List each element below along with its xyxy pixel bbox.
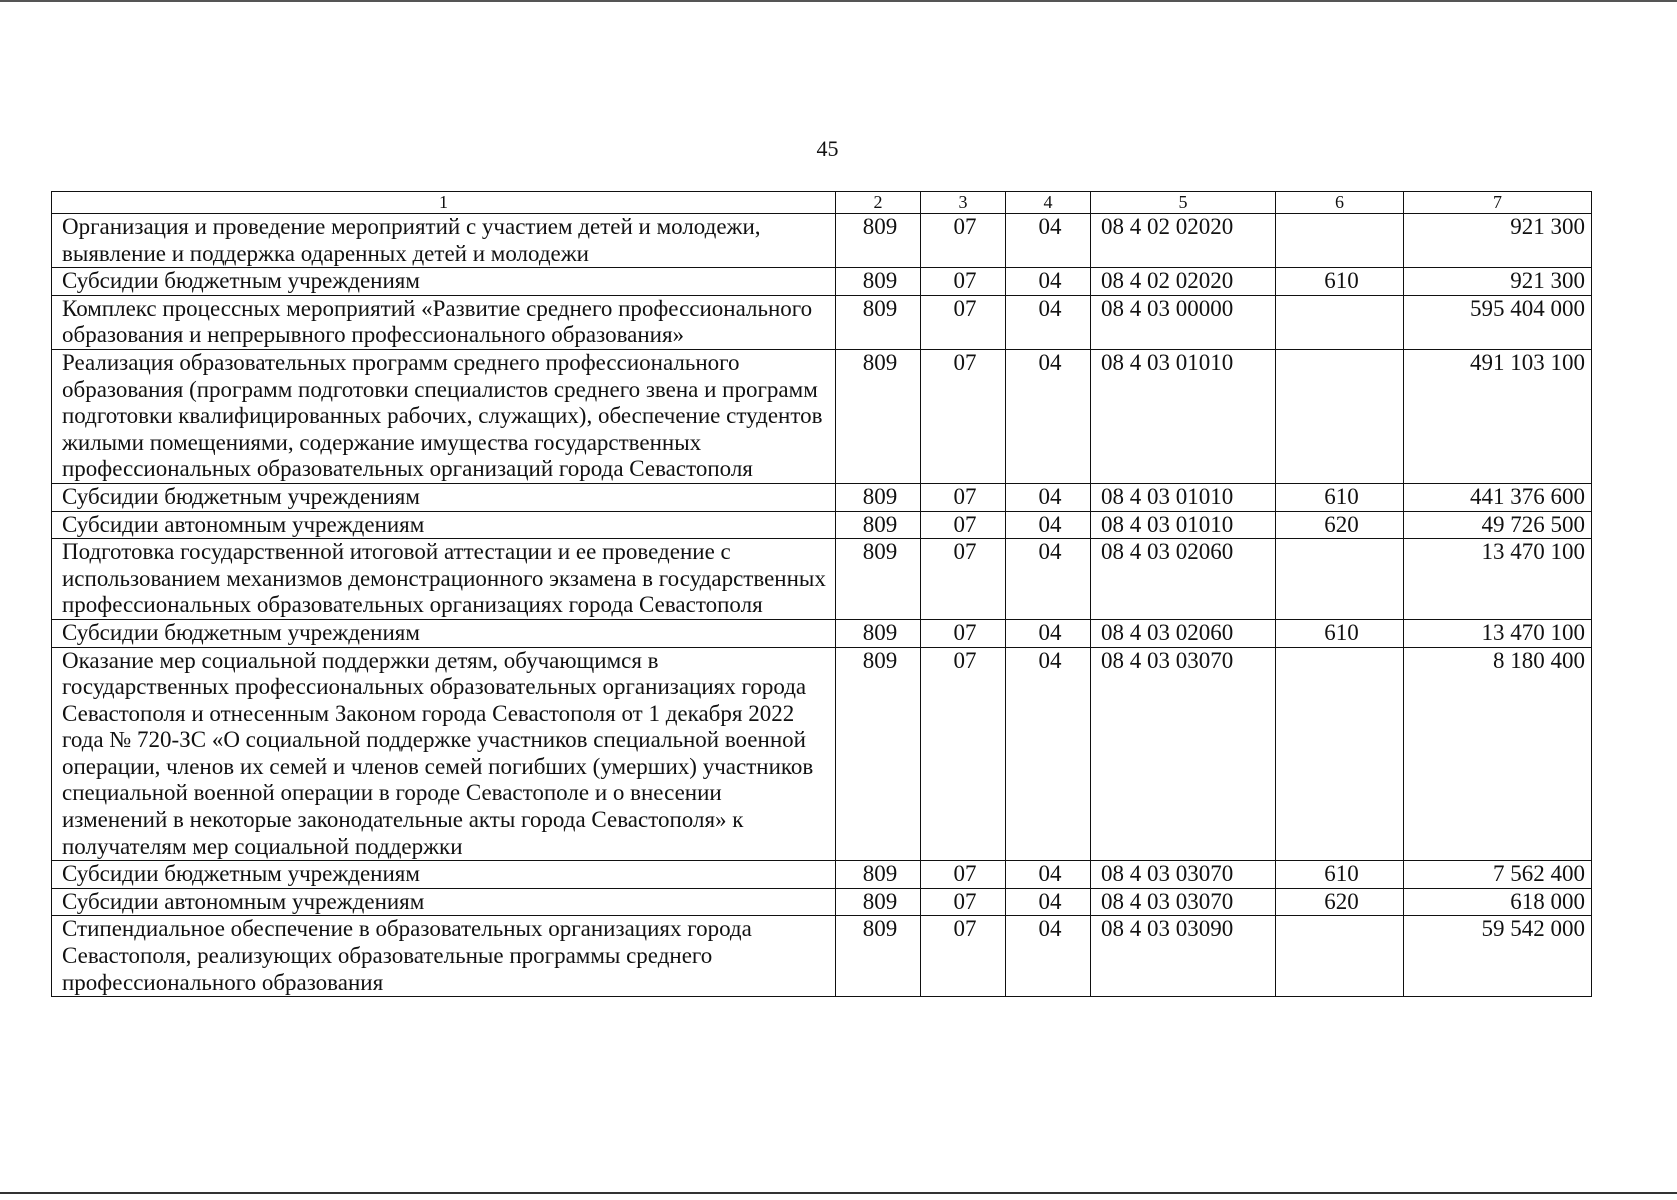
- item-name-cell: Комплекс процессных мероприятий «Развитие среднего профессионального образования и непрерывного профессионального образования»: [52, 295, 836, 349]
- expense-type-cell: [1276, 916, 1404, 997]
- expense-type-cell: [1276, 349, 1404, 483]
- target-article-cell: 08 4 03 00000: [1091, 295, 1276, 349]
- ministry-code-cell: 809: [836, 619, 921, 647]
- item-name-cell: Реализация образовательных программ среднего профессионального образования (программ подготовки специалистов среднего звена и программ подготовки квалифицированных рабочих, служащих), обеспечение студентов жилыми помещениями, содержание имущества государственных профессиональных образовательных организаций города Севастополя: [52, 349, 836, 483]
- table-row: [52, 483, 1592, 511]
- expense-type-cell: [1276, 647, 1404, 861]
- expense-type-cell: [1276, 214, 1404, 268]
- expense-type-cell: 610: [1276, 861, 1404, 889]
- column-header: 7: [1404, 192, 1592, 214]
- item-name-cell: Субсидии автономным учреждениям: [52, 511, 836, 539]
- target-article-cell: 08 4 03 03070: [1091, 888, 1276, 916]
- table-row: [52, 511, 1592, 539]
- amount-cell: 441 376 600: [1404, 483, 1592, 511]
- section-code-cell: 07: [921, 539, 1006, 620]
- table-row: [52, 539, 1592, 620]
- item-name-cell: Оказание мер социальной поддержки детям, обучающимся в государственных профессиональных образовательных организациях города Севастополя и отнесенным Законом города Севастополя от 1 декабря 2022 года № 720-ЗС «О социальной поддержке участников специальной военной операции, членов их семей и членов семей погибших (умерших) участников специальной военной операции в городе Севастополе и о внесении изменений в некоторые законодательные акты города Севастополя» к получателям мер социальной поддержки: [52, 647, 836, 861]
- ministry-code-cell: 809: [836, 268, 921, 296]
- subsection-code-cell: 04: [1006, 861, 1091, 889]
- section-code-cell: 07: [921, 647, 1006, 861]
- subsection-code-cell: 04: [1006, 483, 1091, 511]
- table-row: [52, 214, 1592, 268]
- column-header: 6: [1276, 192, 1404, 214]
- item-name-cell: Организация и проведение мероприятий с участием детей и молодежи, выявление и поддержка одаренных детей и молодежи: [52, 214, 836, 268]
- target-article-cell: 08 4 03 03070: [1091, 861, 1276, 889]
- section-code-cell: 07: [921, 349, 1006, 483]
- table-row: [52, 861, 1592, 889]
- column-header: 4: [1006, 192, 1091, 214]
- subsection-code-cell: 04: [1006, 349, 1091, 483]
- subsection-code-cell: 04: [1006, 268, 1091, 296]
- table-row: [52, 888, 1592, 916]
- expense-type-cell: 620: [1276, 511, 1404, 539]
- ministry-code-cell: 809: [836, 539, 921, 620]
- table-row: [52, 349, 1592, 483]
- scan-bottom-edge: [0, 1192, 1677, 1194]
- subsection-code-cell: 04: [1006, 888, 1091, 916]
- subsection-code-cell: 04: [1006, 619, 1091, 647]
- amount-cell: 921 300: [1404, 214, 1592, 268]
- budget-table: [51, 191, 1592, 997]
- section-code-cell: 07: [921, 916, 1006, 997]
- item-name-cell: Субсидии бюджетным учреждениям: [52, 861, 836, 889]
- amount-cell: 49 726 500: [1404, 511, 1592, 539]
- expense-type-cell: [1276, 295, 1404, 349]
- expense-type-cell: [1276, 539, 1404, 620]
- target-article-cell: 08 4 03 03090: [1091, 916, 1276, 997]
- subsection-code-cell: 04: [1006, 647, 1091, 861]
- section-code-cell: 07: [921, 861, 1006, 889]
- target-article-cell: 08 4 03 01010: [1091, 511, 1276, 539]
- ministry-code-cell: 809: [836, 214, 921, 268]
- table-row: [52, 295, 1592, 349]
- ministry-code-cell: 809: [836, 483, 921, 511]
- ministry-code-cell: 809: [836, 511, 921, 539]
- item-name-cell: Субсидии автономным учреждениям: [52, 888, 836, 916]
- section-code-cell: 07: [921, 511, 1006, 539]
- amount-cell: 7 562 400: [1404, 861, 1592, 889]
- item-name-cell: Субсидии бюджетным учреждениям: [52, 483, 836, 511]
- column-header: 1: [52, 192, 836, 214]
- section-code-cell: 07: [921, 295, 1006, 349]
- amount-cell: 59 542 000: [1404, 916, 1592, 997]
- scan-top-edge: [0, 0, 1677, 2]
- column-header: 2: [836, 192, 921, 214]
- column-header: 3: [921, 192, 1006, 214]
- target-article-cell: 08 4 02 02020: [1091, 268, 1276, 296]
- amount-cell: 491 103 100: [1404, 349, 1592, 483]
- column-header: 5: [1091, 192, 1276, 214]
- table-row: [52, 916, 1592, 997]
- target-article-cell: 08 4 03 02060: [1091, 539, 1276, 620]
- target-article-cell: 08 4 03 03070: [1091, 647, 1276, 861]
- amount-cell: 618 000: [1404, 888, 1592, 916]
- table-row: [52, 619, 1592, 647]
- target-article-cell: 08 4 03 01010: [1091, 349, 1276, 483]
- subsection-code-cell: 04: [1006, 214, 1091, 268]
- target-article-cell: 08 4 03 02060: [1091, 619, 1276, 647]
- expense-type-cell: 610: [1276, 268, 1404, 296]
- ministry-code-cell: 809: [836, 888, 921, 916]
- section-code-cell: 07: [921, 619, 1006, 647]
- ministry-code-cell: 809: [836, 861, 921, 889]
- column-number-row: [52, 192, 1592, 214]
- ministry-code-cell: 809: [836, 295, 921, 349]
- section-code-cell: 07: [921, 214, 1006, 268]
- amount-cell: 13 470 100: [1404, 619, 1592, 647]
- ministry-code-cell: 809: [836, 916, 921, 997]
- table-row: [52, 268, 1592, 296]
- ministry-code-cell: 809: [836, 647, 921, 861]
- table-row: [52, 647, 1592, 861]
- amount-cell: 595 404 000: [1404, 295, 1592, 349]
- amount-cell: 13 470 100: [1404, 539, 1592, 620]
- section-code-cell: 07: [921, 888, 1006, 916]
- subsection-code-cell: 04: [1006, 916, 1091, 997]
- section-code-cell: 07: [921, 268, 1006, 296]
- item-name-cell: Субсидии бюджетным учреждениям: [52, 268, 836, 296]
- item-name-cell: Стипендиальное обеспечение в образовательных организациях города Севастополя, реализующих образовательные программы среднего профессионального образования: [52, 916, 836, 997]
- item-name-cell: Подготовка государственной итоговой аттестации и ее проведение с использованием механизмов демонстрационного экзамена в государственных профессиональных образовательных организациях города Севастополя: [52, 539, 836, 620]
- expense-type-cell: 620: [1276, 888, 1404, 916]
- item-name-cell: Субсидии бюджетным учреждениям: [52, 619, 836, 647]
- amount-cell: 8 180 400: [1404, 647, 1592, 861]
- expense-type-cell: 610: [1276, 483, 1404, 511]
- section-code-cell: 07: [921, 483, 1006, 511]
- target-article-cell: 08 4 03 01010: [1091, 483, 1276, 511]
- ministry-code-cell: 809: [836, 349, 921, 483]
- subsection-code-cell: 04: [1006, 511, 1091, 539]
- amount-cell: 921 300: [1404, 268, 1592, 296]
- target-article-cell: 08 4 02 02020: [1091, 214, 1276, 268]
- expense-type-cell: 610: [1276, 619, 1404, 647]
- subsection-code-cell: 04: [1006, 295, 1091, 349]
- page-number: 45: [816, 136, 839, 161]
- subsection-code-cell: 04: [1006, 539, 1091, 620]
